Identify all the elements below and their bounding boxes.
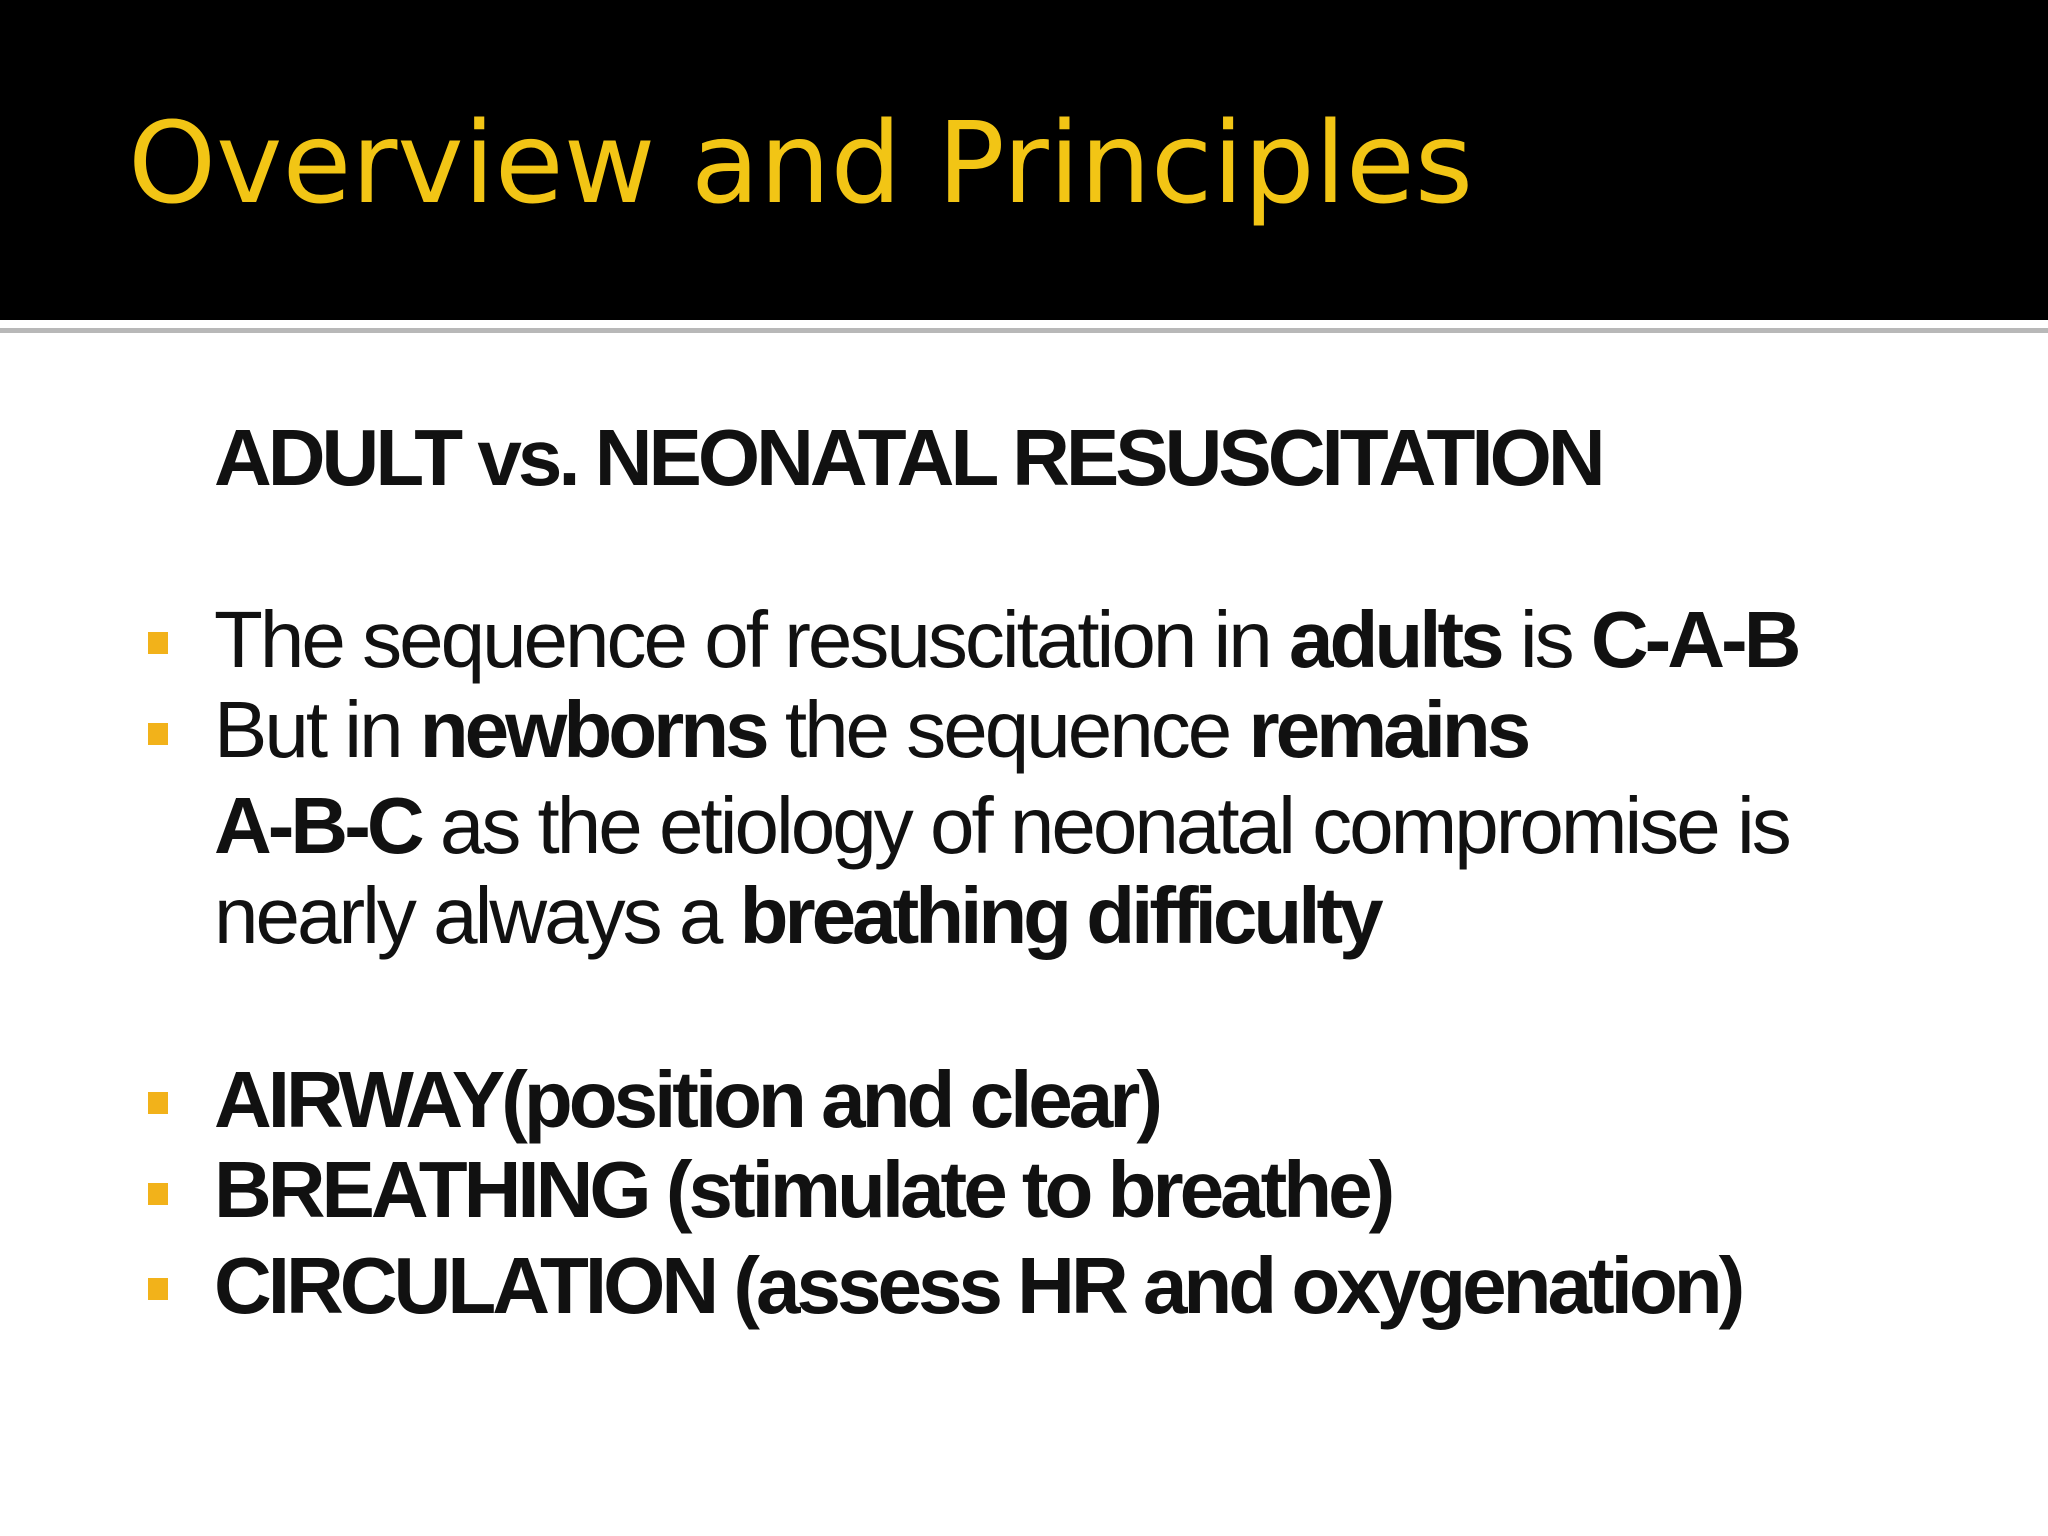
emphasis-abc: A-B-C: [214, 781, 421, 870]
bullet-airway: AIRWAY(position and clear): [214, 1055, 1160, 1144]
emphasis-cab: C-A-B: [1590, 595, 1798, 684]
text-segment: is: [1500, 595, 1591, 684]
emphasis-newborns: newborns: [419, 685, 766, 774]
bullet-circulation: CIRCULATION (assess HR and oxygenation): [214, 1241, 1742, 1330]
bullet-square-icon: [148, 632, 168, 654]
bullet-breathing: BREATHING (stimulate to breathe): [214, 1145, 1392, 1234]
bullet-square-icon: [148, 1278, 168, 1300]
section-heading: ADULT vs. NEONATAL RESUSCITATION: [214, 413, 1602, 502]
emphasis-breathing-difficulty: breathing difficulty: [739, 871, 1380, 960]
text-segment: as the etiology of neonatal compromise is: [420, 781, 1789, 870]
text-segment: the sequence: [765, 685, 1249, 774]
bullet-square-icon: [148, 1183, 168, 1205]
bullet-adults-sequence: [214, 595, 1798, 684]
text-segment: The sequence of resuscitation in: [214, 595, 1290, 684]
bullet-newborns-continuation: [214, 781, 1789, 870]
text-segment: nearly always a: [214, 871, 740, 960]
emphasis-adults: adults: [1289, 595, 1501, 684]
bullet-square-icon: [148, 1092, 168, 1114]
bullet-newborns-sequence: [214, 685, 1528, 774]
bullet-square-icon: [148, 723, 168, 745]
slide-title: Overview and Principles: [128, 99, 1474, 229]
bullet-newborns-continuation: [214, 871, 1380, 960]
emphasis-remains: remains: [1248, 685, 1528, 774]
text-segment: But in: [214, 685, 420, 774]
